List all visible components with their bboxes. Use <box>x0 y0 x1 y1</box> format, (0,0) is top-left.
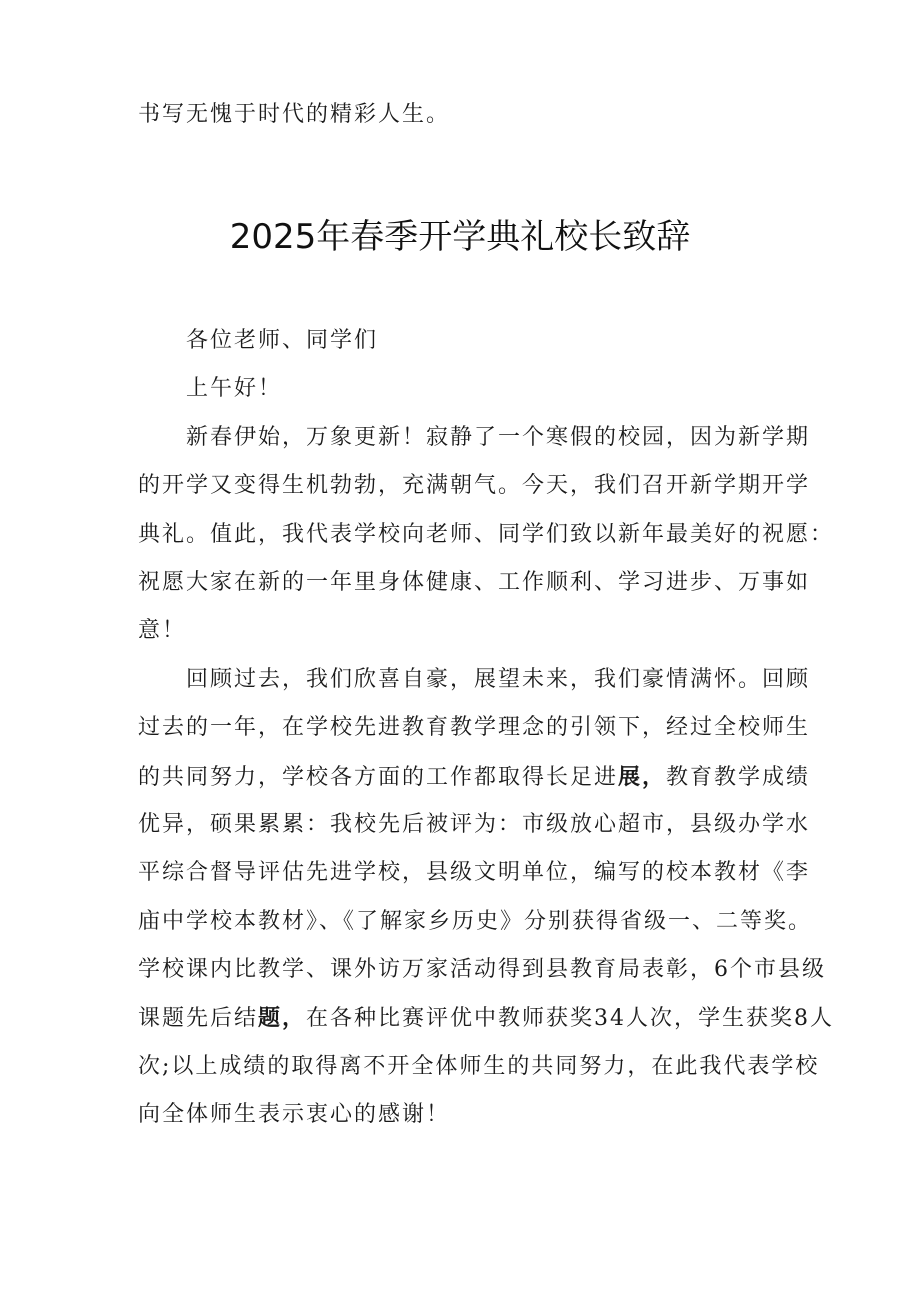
paragraph-line: 学校课内比教学、课外访万家活动得到县教育局表彰，6个市县级 <box>138 957 826 982</box>
line-segment: 的共同努力，学校各方面的工作都取得长足进 <box>138 765 619 790</box>
salutation: 各位老师、同学们 <box>186 328 379 353</box>
carryover-line: 书写无愧于时代的精彩人生。 <box>138 102 451 127</box>
paragraph-line: 回顾过去，我们欣喜自豪，展望未来，我们豪情满怀。回顾 <box>186 667 811 692</box>
paragraph-line: 庙中学校本教材》、《了解家乡历史》分别获得省级一、二等奖。 <box>138 909 813 934</box>
paragraph-line: 新春伊始，万象更新！寂静了一个寒假的校园，因为新学期 <box>186 425 811 450</box>
paragraph-line <box>138 763 811 792</box>
line-segment: 在各种比赛评优中教师获奖34人次，学生获奖8人 <box>306 1006 835 1031</box>
paragraph-line: 平综合督导评估先进学校，县级文明单位，编写的校本教材《李 <box>138 860 811 885</box>
paragraph-line: 过去的一年，在学校先进教育教学理念的引领下，经过全校师生 <box>138 715 811 740</box>
paragraph-line: 典礼。值此，我代表学校向老师、同学们致以新年最美好的祝愿： <box>138 522 835 547</box>
greeting: 上午好！ <box>186 376 283 401</box>
bold-segment: 展， <box>618 764 667 790</box>
paragraph-line <box>138 1004 835 1033</box>
line-segment: 课题先后结 <box>138 1006 259 1031</box>
paragraph-line: 的开学又变得生机勃勃，充满朝气。今天，我们召开新学期开学 <box>138 473 811 498</box>
paragraph-line: 优异，硕果累累：我校先后被评为：市级放心超市，县级办学水 <box>138 812 811 837</box>
paragraph-line: 向全体师生表示衷心的感谢！ <box>138 1102 451 1127</box>
paragraph-line: 祝愿大家在新的一年里身体健康、工作顺利、学习进步、万事如 <box>138 570 811 595</box>
page-title: 2025年春季开学典礼校长致辞 <box>229 217 691 257</box>
paragraph-line: 意！ <box>138 618 187 643</box>
line-segment: 教育教学成绩 <box>666 765 811 790</box>
bold-segment: 题， <box>258 1005 307 1031</box>
paragraph-line: 次;以上成绩的取得离不开全体师生的共同努力，在此我代表学校 <box>138 1054 820 1079</box>
